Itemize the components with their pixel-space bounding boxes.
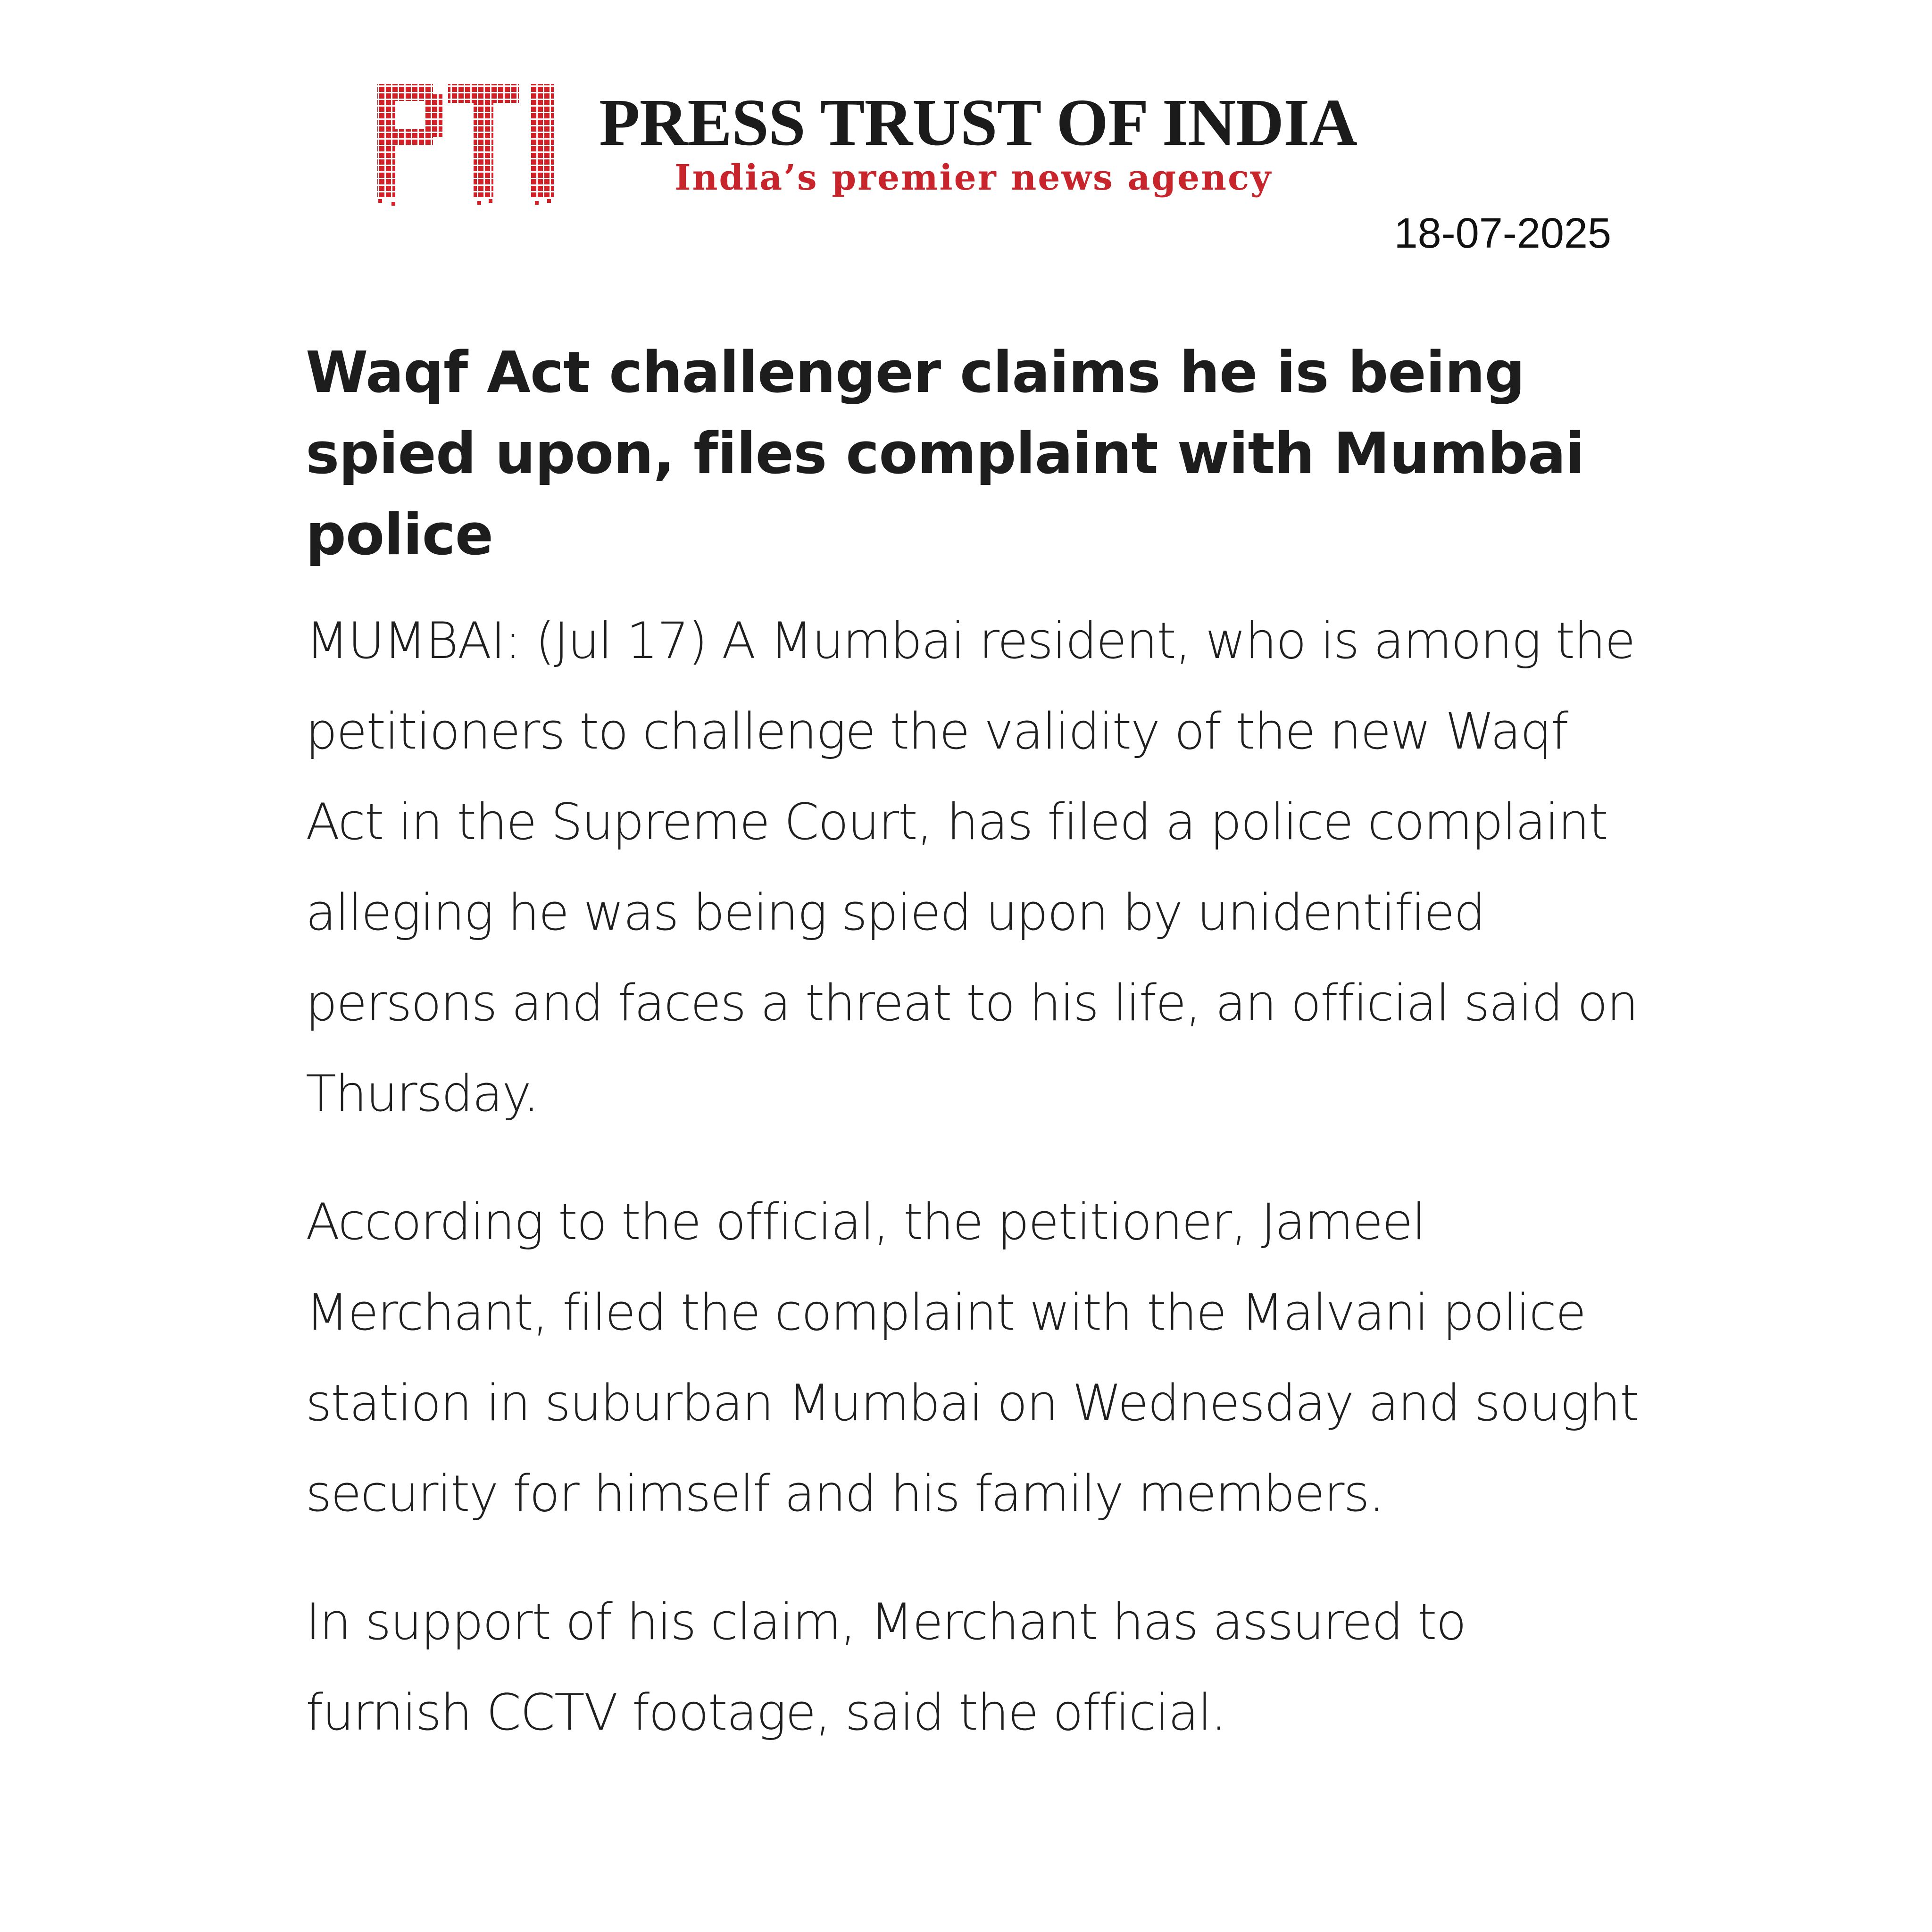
pti-logo xyxy=(373,80,571,208)
publication-date: 18-07-2025 xyxy=(1394,210,1611,257)
agency-tagline: India’s premier news agency xyxy=(675,158,1273,198)
masthead xyxy=(373,80,1439,245)
agency-name: PRESS TRUST OF INDIA xyxy=(599,85,1357,159)
article-paragraph: According to the official, the petitioner, Jameel Merchant, filed the complaint with the Malvani police station in suburban Mumbai on Wednesday and sought security for himself and his family members. xyxy=(306,1193,1639,1523)
article-headline: Waqf Act challenger claims he is being spied upon, files complaint with Mumbai police xyxy=(306,340,1584,568)
article-paragraph: MUMBAI: (Jul 17) A Mumbai resident, who is among the petitioners to challenge the validity of the new Waqf Act in the Supreme Court, has filed a police complaint alleging he was being spied upon by unidentified persons and faces a threat to his life, an official said on Thursday. xyxy=(306,612,1638,1123)
article xyxy=(306,333,1641,1758)
article-paragraph: In support of his claim, Merchant has assured to furnish CCTV footage, said the official. xyxy=(306,1593,1466,1741)
pti-logo-glyphs xyxy=(377,84,554,206)
